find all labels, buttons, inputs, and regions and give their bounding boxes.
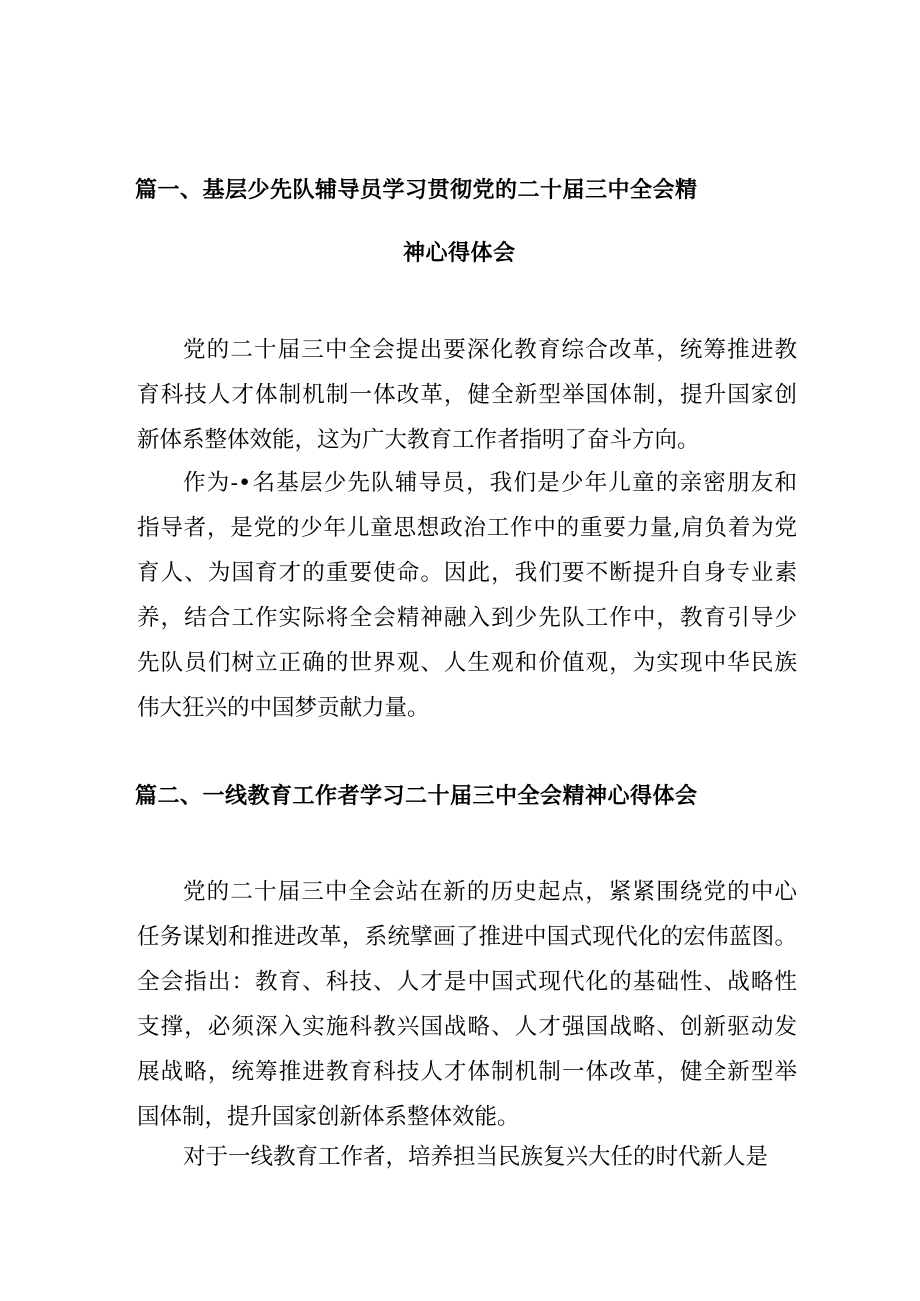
paragraph-line: 全会指出：教育、科技、人才是中国式现代化的基础性、战略性: [137, 969, 797, 995]
section-2-paragraph-1: [137, 870, 797, 1140]
section-1-paragraph-2: [137, 461, 797, 731]
paragraph-line: 任务谋划和推进改革，系统擘画了推进中国式现代化的宏伟蓝图。: [137, 924, 797, 950]
paragraph-line: 作为-•名基层少先队辅导员，我们是少年儿童的亲密朋友和: [183, 470, 797, 496]
paragraph-line: 国体制，提升国家创新体系整体效能。: [137, 1104, 520, 1130]
paragraph-line: 对于一线教育工作者，培养担当民族复兴大任的时代新人是: [183, 1144, 769, 1170]
paragraph-line: 指导者，是党的少年儿童思想政治工作中的重要力量,肩负着为党: [137, 515, 797, 541]
paragraph-line: 育人、为国育才的重要使命。因此，我们要不断提升自身专业素: [137, 560, 797, 586]
paragraph-line: 伟大狂兴的中国梦贡献力量。: [137, 695, 430, 721]
paragraph-line: 先队员们树立正确的世界观、人生观和价值观，为实现中华民族: [137, 650, 797, 676]
section-1-paragraph-1: [137, 328, 797, 463]
paragraph-line: 育科技人才体制机制一体改革，健全新型举国体制，提升国家创: [137, 382, 797, 408]
section-1-title-line-1: 篇一、基层少先队辅导员学习贯彻党的二十届三中全会精: [135, 178, 698, 203]
paragraph-line: 党的二十届三中全会站在新的历史起点，紧紧围绕党的中心: [183, 879, 797, 905]
paragraph-line: 支撑，必须深入实施科教兴国战略、人才强国战略、创新驱动发: [137, 1014, 797, 1040]
section-1-title-line-2: 神心得体会: [403, 241, 516, 266]
section-2-title: 篇二、一线教育工作者学习二十届三中全会精神心得体会: [135, 784, 698, 809]
paragraph-line: 展战略，统筹推进教育科技人才体制机制一体改革，健全新型举: [137, 1059, 797, 1085]
paragraph-line: 新体系整体效能，这为广大教育工作者指明了奋斗方向。: [137, 427, 700, 453]
paragraph-line: 养，结合工作实际将全会精神融入到少先队工作中，教育引导少: [137, 605, 797, 631]
section-2-paragraph-2: [137, 1135, 797, 1180]
paragraph-line: 党的二十届三中全会提出要深化教育综合改革，统筹推进教: [183, 337, 797, 363]
